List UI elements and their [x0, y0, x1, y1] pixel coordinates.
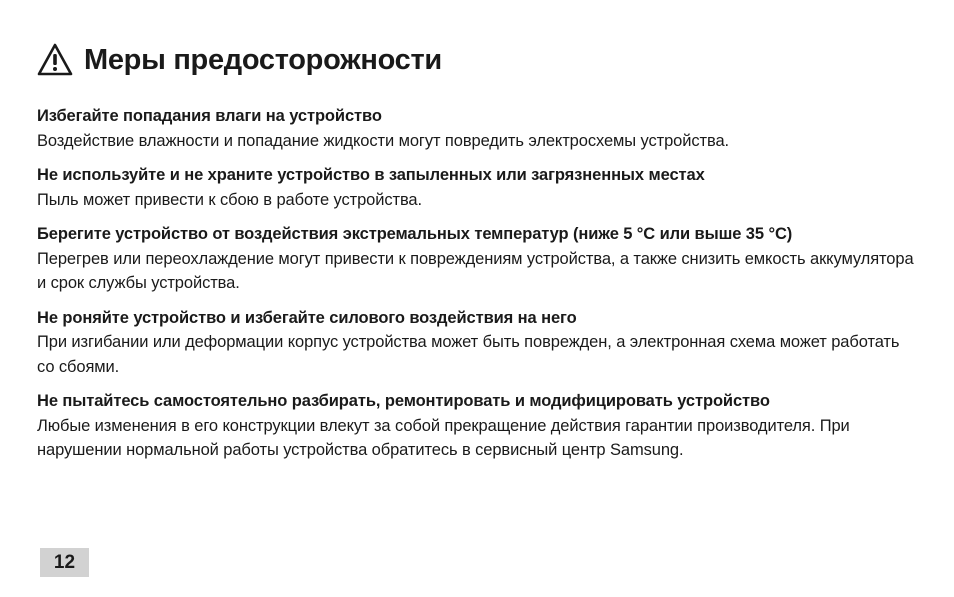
page-number: 12: [40, 548, 89, 577]
section-heading: Берегите устройство от воздействия экстремальных температур (ниже 5 °C или выше 35 °C): [37, 225, 793, 243]
precaution-moisture: [37, 104, 917, 153]
warning-triangle-icon: [36, 42, 74, 78]
precaution-impact: [37, 306, 917, 380]
precaution-temperature: [37, 222, 917, 296]
section-heading: Не используйте и не храните устройство в запыленных или загрязненных местах: [37, 166, 705, 184]
section-body: При изгибании или деформации корпус устройства может быть поврежден, а электронная схема может работать со сбоями.: [37, 333, 900, 376]
page-title: Меры предосторожности: [84, 44, 442, 76]
precaution-dust: [37, 163, 917, 212]
section-body: Любые изменения в его конструкции влекут за собой прекращение действия гарантии производителя. При нарушении нормальной работы устройства обратитесь в сервисный центр Samsung.: [37, 416, 850, 459]
section-body: Пыль может привести к сбою в работе устройства.: [37, 190, 422, 209]
section-heading: Избегайте попадания влаги на устройство: [37, 107, 382, 125]
section-body: Перегрев или переохлаждение могут привести к повреждениям устройства, а также снизить емкость аккумулятора и срок службы устройства.: [37, 249, 914, 292]
section-body: Воздействие влажности и попадание жидкости могут повредить электросхемы устройства.: [37, 131, 730, 150]
precautions-list: [37, 104, 917, 473]
section-heading: Не пытайтесь самостоятельно разбирать, ремонтировать и модифицировать устройство: [37, 392, 770, 410]
page-header: [36, 40, 442, 80]
section-heading: Не роняйте устройство и избегайте силового воздействия на него: [37, 308, 577, 327]
precaution-disassembly: [37, 389, 917, 463]
